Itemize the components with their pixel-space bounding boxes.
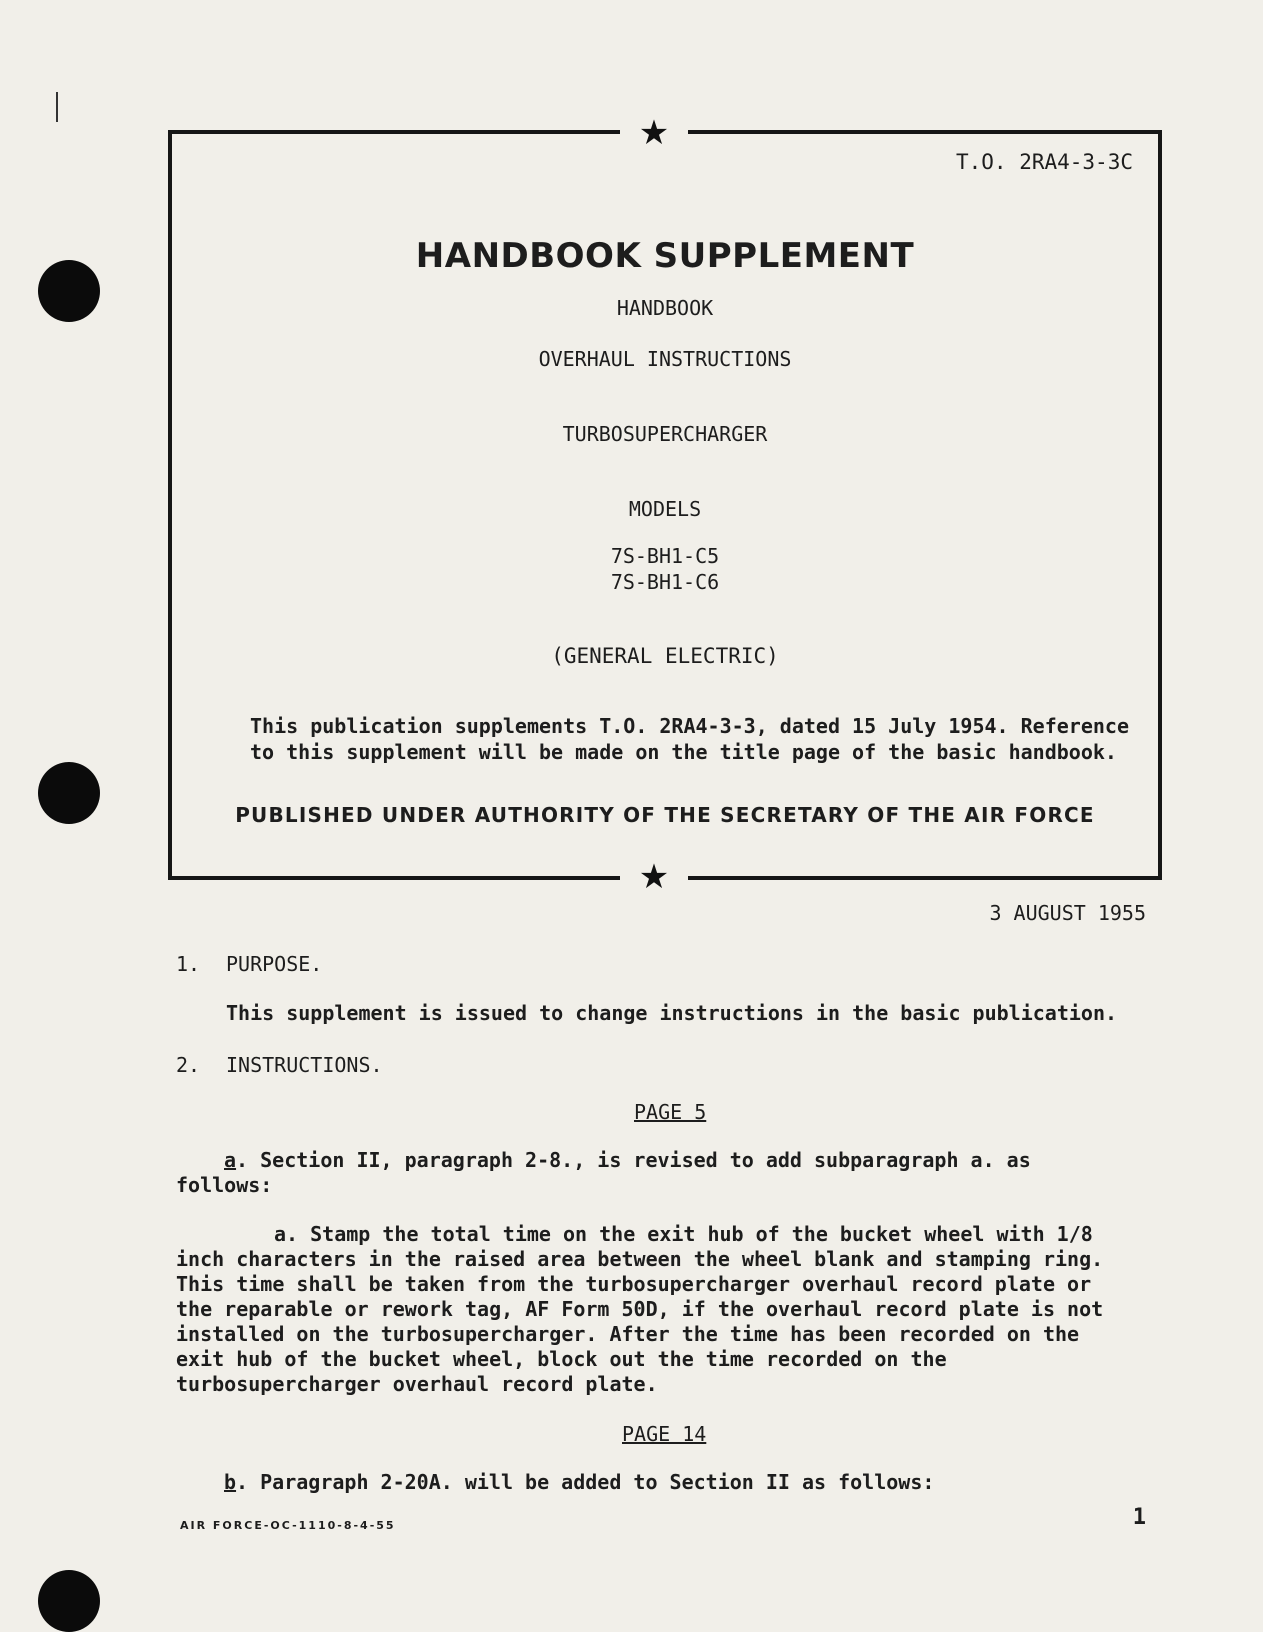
printer-imprint: AIR FORCE-OC-1110-8-4-55 bbox=[180, 1519, 396, 1532]
authority-line: PUBLISHED UNDER AUTHORITY OF THE SECRETARY OF THE AIR FORCE bbox=[235, 803, 1095, 827]
page-title: HANDBOOK SUPPLEMENT bbox=[415, 236, 915, 276]
model-c5: 7S-BH1-C5 bbox=[610, 544, 720, 568]
section-1-number: 1. bbox=[176, 952, 201, 976]
item-a bbox=[176, 1148, 1126, 1198]
line-overhaul: OVERHAUL INSTRUCTIONS bbox=[538, 347, 792, 371]
page-5-heading: PAGE 5 bbox=[634, 1100, 707, 1124]
binder-hole-bottom bbox=[38, 1570, 100, 1632]
supplement-note: This publication supplements T.O. 2RA4-3-3, dated 15 July 1954. Reference to this supplement will be made on the title page of the basic handbook. bbox=[250, 714, 1129, 764]
item-a-letter: a bbox=[224, 1148, 237, 1172]
star-top-icon: ★ bbox=[638, 113, 670, 153]
section-1-text: This supplement is issued to change instructions in the basic publication. bbox=[226, 1001, 1118, 1025]
manufacturer: (GENERAL ELECTRIC) bbox=[551, 644, 779, 668]
item-b-text: . Paragraph 2-20A. will be added to Section II as follows: bbox=[236, 1470, 935, 1494]
line-models: MODELS bbox=[628, 497, 702, 521]
to-number: T.O. 2RA4-3-3C bbox=[955, 150, 1133, 174]
line-handbook: HANDBOOK bbox=[616, 296, 714, 320]
subparagraph-a: a. Stamp the total time on the exit hub of the bucket wheel with 1/8 inch characters in the raised area between the wheel blank and stamping ring. This time shall be taken from the turbosupercharger overhaul record plate or the reparable or rework tag, AF Form 50D, if the overhaul record plate is not installed on the turbosupercharger. After the time has been recorded on the exit hub of the bucket wheel, block out the time recorded on the turbosupercharger overhaul record plate. bbox=[176, 1222, 1104, 1396]
line-turbo: TURBOSUPERCHARGER bbox=[562, 422, 768, 446]
margin-mark bbox=[56, 92, 58, 122]
item-a-text: . Section II, paragraph 2-8., is revised to add subparagraph a. as follows: bbox=[176, 1148, 1031, 1197]
model-c6: 7S-BH1-C6 bbox=[610, 570, 720, 594]
page-number: 1 bbox=[1132, 1505, 1146, 1530]
binder-hole-middle bbox=[38, 762, 100, 824]
item-b bbox=[224, 1470, 1124, 1495]
item-b-letter: b bbox=[224, 1470, 237, 1494]
binder-hole-top bbox=[38, 260, 100, 322]
section-2-number: 2. bbox=[176, 1053, 201, 1077]
star-bottom-icon: ★ bbox=[638, 857, 670, 897]
section-2-title: INSTRUCTIONS. bbox=[226, 1053, 383, 1077]
section-1-title: PURPOSE. bbox=[226, 952, 323, 976]
publication-date: 3 AUGUST 1955 bbox=[989, 901, 1146, 925]
page-14-heading: PAGE 14 bbox=[622, 1422, 707, 1446]
